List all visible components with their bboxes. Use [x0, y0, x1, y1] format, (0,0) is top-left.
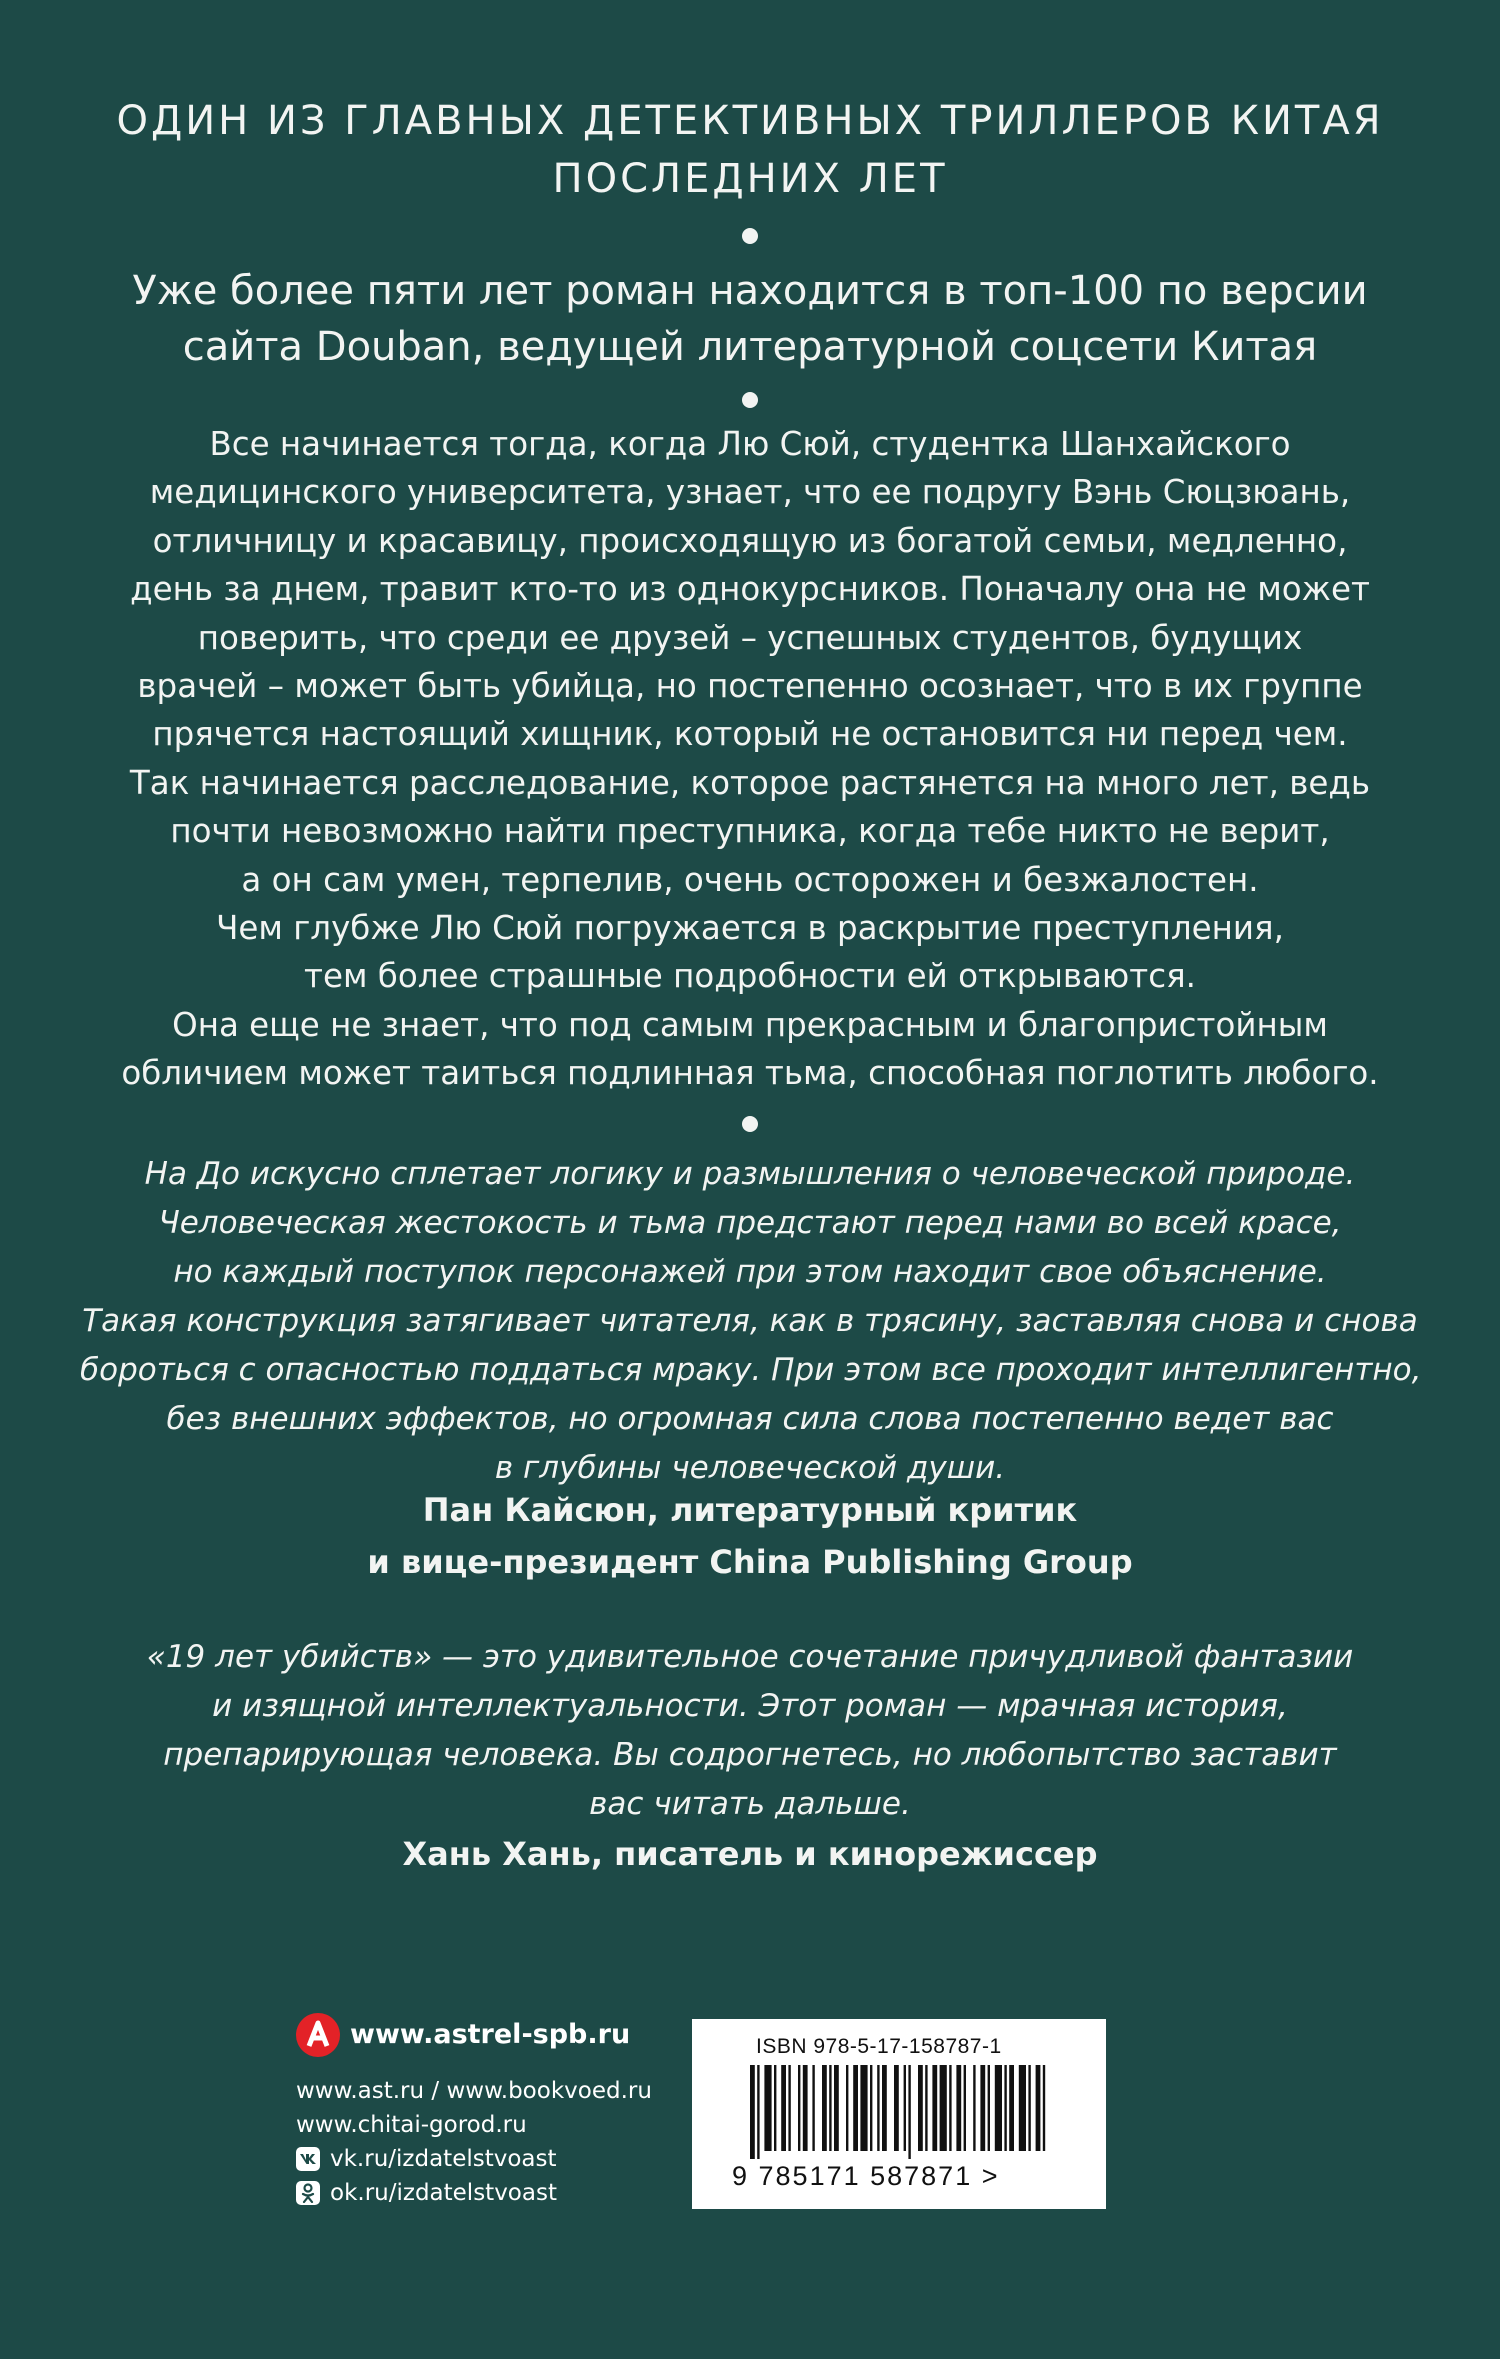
synopsis-line: медицинского университета, узнает, что ее подругу Вэнь Сюцзюань,	[149, 473, 1351, 512]
ok-row	[296, 2176, 696, 2210]
ranking-fact	[100, 263, 1400, 375]
synopsis-line: прячется настоящий хищник, который не остановится ни перед чем.	[152, 715, 1348, 754]
quote-line: Такая конструкция затягивает читателя, как в трясину, заставляя снова и снова	[82, 1303, 1418, 1339]
main-site-row	[296, 2010, 696, 2060]
barcode-bar	[918, 2065, 923, 2151]
barcode-bar	[908, 2065, 910, 2159]
barcode-bar	[964, 2065, 966, 2151]
ok-icon	[296, 2181, 320, 2205]
review-attribution-1	[100, 1484, 1400, 1588]
barcode-bar	[925, 2065, 927, 2151]
barcode-bar	[798, 2065, 800, 2151]
quote-line: «19 лет убийств» — это удивительное сочетание причудливой фантазии	[146, 1639, 1354, 1675]
barcode-bar	[750, 2065, 755, 2159]
fact-line: Уже более пяти лет роман находится в топ-100 по версии	[132, 268, 1368, 314]
quote-line: На До искусно сплетает логику и размышления о человеческой природе.	[144, 1156, 1356, 1192]
barcode-bar	[764, 2065, 771, 2151]
quote-line: в глубины человеческой души.	[494, 1450, 1006, 1486]
review-quote-2	[80, 1633, 1420, 1829]
barcode-bar	[870, 2065, 872, 2151]
barcode-bar	[788, 2065, 790, 2151]
quote-line: и изящной интеллектуальности. Этот роман — мрачная история,	[212, 1688, 1288, 1724]
synopsis-line: врачей – может быть убийца, но постепенно осознает, что в их группе	[137, 667, 1363, 706]
links-row	[296, 2108, 696, 2142]
ok-link[interactable]: ok.ru/izdatelstvoast	[330, 2180, 557, 2206]
isbn-number: ISBN 978-5-17-158787-1	[756, 2035, 1002, 2058]
quote-line: вас читать дальше.	[589, 1786, 911, 1822]
barcode-bar	[894, 2065, 899, 2151]
barcode-bar	[988, 2065, 990, 2151]
barcode-bar	[774, 2065, 776, 2151]
barcode-bar	[949, 2065, 951, 2151]
barcode-bar	[973, 2065, 975, 2151]
barcode-bar	[995, 2065, 1002, 2151]
vk-row	[296, 2142, 696, 2176]
barcode-bar	[846, 2065, 848, 2151]
barcode-bar	[757, 2065, 759, 2159]
attribution-line: Пан Кайсюн, литературный критик	[422, 1491, 1078, 1529]
synopsis-line: почти невозможно найти преступника, когда тебе никто не верит,	[170, 812, 1330, 851]
barcode-bar	[1028, 2065, 1030, 2151]
synopsis-line: отличницу и красавицу, происходящую из богатой семьи, медленно,	[152, 521, 1348, 560]
synopsis-line: поверить, что среди ее друзей – успешных студентов, будущих	[197, 618, 1303, 657]
barcode-bar	[940, 2065, 947, 2151]
barcode-bar	[803, 2065, 808, 2151]
barcode-bars	[750, 2065, 1050, 2159]
synopsis-line: Она еще не знает, что под самым прекрасным и благопристойным	[172, 1005, 1328, 1044]
synopsis	[80, 420, 1420, 1098]
review-attribution-2	[100, 1828, 1400, 1880]
barcode-bar	[980, 2065, 985, 2151]
barcode-bar	[904, 2065, 906, 2151]
barcode-bar	[860, 2065, 867, 2151]
main-site-link[interactable]: www.astrel-spb.ru	[350, 2019, 631, 2050]
store-links-2[interactable]: www.chitai-gorod.ru	[296, 2112, 527, 2138]
quote-line: но каждый поступок персонажей при этом находит свое объяснение.	[173, 1254, 1327, 1290]
quote-line: без внешних эффектов, но огромная сила слова постепенно ведет вас	[166, 1401, 1334, 1437]
barcode-digits: 9 785171 587871 >	[732, 2161, 1000, 2191]
barcode-bar	[1043, 2065, 1045, 2151]
isbn-barcode	[692, 2019, 1106, 2209]
synopsis-line: день за днем, травит кто-то из однокурсников. Поначалу она не может	[130, 570, 1370, 609]
barcode-bar	[1019, 2065, 1026, 2151]
quote-line: Человеческая жестокость и тьма предстают перед нами во всей красе,	[158, 1205, 1342, 1241]
synopsis-line: Чем глубже Лю Сюй погружается в раскрытие преступления,	[216, 909, 1284, 948]
bullet-divider	[742, 1116, 758, 1132]
synopsis-line: тем более страшные подробности ей открываются.	[304, 957, 1196, 996]
headline-line: ПОСЛЕДНИХ ЛЕТ	[552, 156, 948, 202]
attribution-line: Хань Хань, писатель и кинорежиссер	[402, 1835, 1098, 1873]
synopsis-line: обличием может таиться подлинная тьма, способная поглотить любого.	[121, 1054, 1379, 1093]
barcode-bar	[1036, 2065, 1041, 2151]
bullet-divider	[742, 228, 758, 244]
headline	[100, 92, 1400, 208]
publisher-links	[296, 2010, 696, 2210]
barcode-bar	[1004, 2065, 1006, 2151]
links-row	[296, 2074, 696, 2108]
barcode-bar	[956, 2065, 961, 2151]
quote-line: бороться с опасностью поддаться мраку. При этом все проходит интеллигентно,	[80, 1352, 1422, 1388]
barcode-bar	[781, 2065, 786, 2151]
barcode-bar	[882, 2065, 887, 2151]
fact-line: сайта Douban, ведущей литературной соцсети Китая	[182, 324, 1318, 370]
synopsis-line: Все начинается тогда, когда Лю Сюй, студентка Шанхайского	[209, 425, 1291, 463]
barcode-bar	[822, 2065, 827, 2151]
barcode-bar	[829, 2065, 831, 2151]
barcode-bar	[1009, 2065, 1014, 2151]
synopsis-line: Так начинается расследование, которое растянется на много лет, ведь	[129, 763, 1371, 802]
barcode-bar	[932, 2065, 937, 2151]
synopsis-line: а он сам умен, терпелив, очень осторожен и безжалостен.	[241, 860, 1259, 899]
vk-icon	[296, 2147, 320, 2171]
vk-link[interactable]: vk.ru/izdatelstvoast	[330, 2146, 557, 2172]
attribution-line: и вице-президент China Publishing Group	[367, 1543, 1133, 1581]
review-quote-1	[80, 1150, 1420, 1493]
barcode-bar	[812, 2065, 814, 2151]
quote-line: препарирующая человека. Вы содрогнетесь, но любопытство заставит	[163, 1737, 1337, 1773]
barcode-bar	[834, 2065, 839, 2151]
barcode-bar	[877, 2065, 879, 2151]
store-links-1[interactable]: www.ast.ru / www.bookvoed.ru	[296, 2078, 652, 2104]
publisher-a-logo-icon	[296, 2013, 340, 2057]
bullet-divider	[742, 392, 758, 408]
headline-line: ОДИН ИЗ ГЛАВНЫХ ДЕТЕКТИВНЫХ ТРИЛЛЕРОВ КИТАЯ	[116, 98, 1384, 144]
barcode-bar	[853, 2065, 858, 2151]
